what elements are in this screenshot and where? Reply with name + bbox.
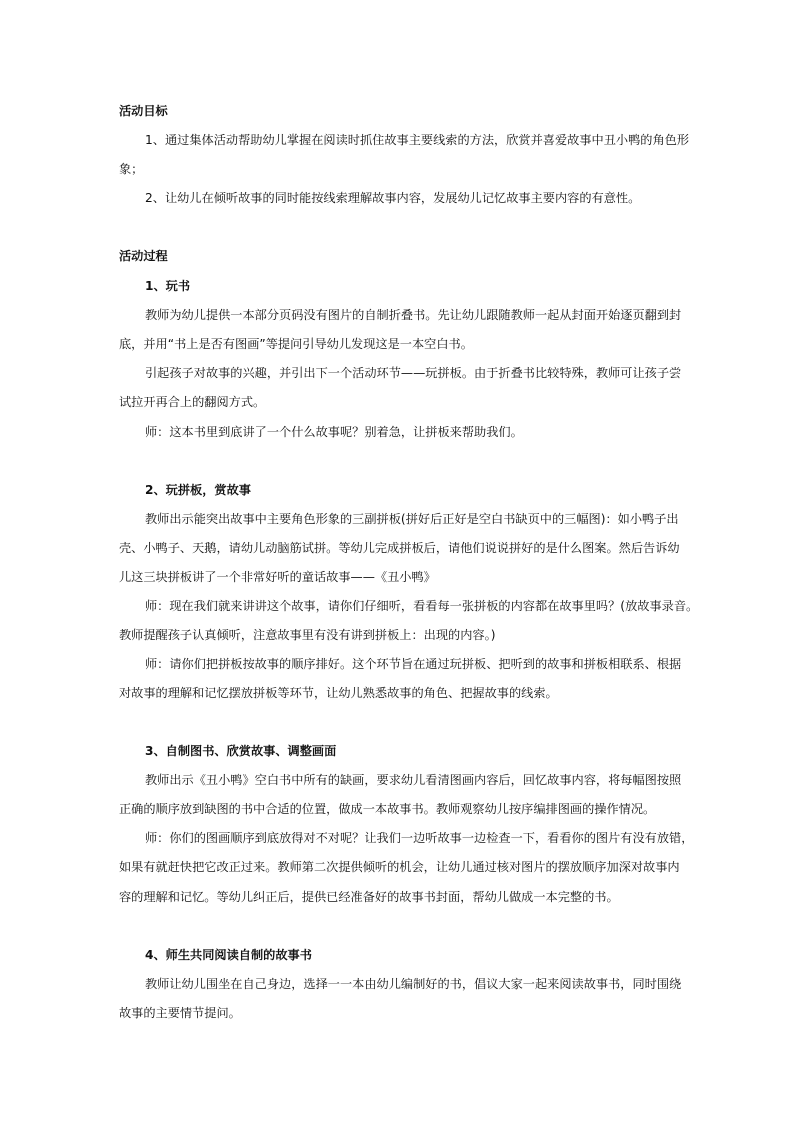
section-4-p1-line-2: 故事的主要情节提问。	[119, 1006, 241, 1020]
section-3-p2-line-3: 容的理解和记忆。等幼儿纠正后，提供已经准备好的故事书封面，帮幼儿做成一本完整的书。	[119, 890, 619, 904]
section-4-p1-line-1: 教师让幼儿围坐在自己身边，选择一一本由幼儿编制好的书，倡议大家一起来阅读故事书，同时围绕	[145, 977, 682, 991]
goal-1-line-2: 象；	[119, 162, 144, 176]
section-1-p2-line-2: 试拉开再合上的翻阅方式。	[119, 395, 266, 409]
process-heading: 活动过程	[119, 249, 168, 263]
goal-2: 2、让幼儿在倾听故事的同时能按线索理解故事内容，发展幼儿记忆故事主要内容的有意性。	[145, 191, 641, 205]
section-2-p3-line-1: 师：请你们把拼板按故事的顺序排好。这个环节旨在通过玩拼板、把听到的故事和拼板相联系、根据	[145, 657, 682, 671]
section-1-p3: 师：这本书里到底讲了一个什么故事呢？别着急，让拼板来帮助我们。	[145, 425, 523, 439]
section-2-p3-line-2: 对故事的理解和记忆摆放拼板等环节，让幼儿熟悉故事的角色、把握故事的线索。	[119, 686, 558, 700]
goal-1-line-1: 1、通过集体活动帮助幼儿掌握在阅读时抓住故事主要线索的方法，欣赏并喜爱故事中丑小鸭的角色形	[145, 133, 690, 147]
section-2-p2-line-1: 师：现在我们就来讲讲这个故事，请你们仔细听，看看每一张拼板的内容都在故事里吗？(放故事录音。	[145, 599, 699, 613]
section-1-p1-line-1: 教师为幼儿提供一本部分页码没有图片的自制折叠书。先让幼儿跟随教师一起从封面开始逐页翻到封	[145, 308, 682, 322]
section-3-p2-line-2: 如果有就赶快把它改正过来。教师第二次提供倾听的机会，让幼儿通过核对图片的摆放顺序加深对故事内	[119, 860, 680, 874]
section-3-p1-line-1: 教师出示《丑小鸭》空白书中所有的缺画，要求幼儿看清图画内容后，回忆故事内容，将每幅图按照	[145, 773, 682, 787]
section-2-p1-line-2: 壳、小鸭子、天鹅，请幼儿动脑筋试拼。等幼儿完成拼板后，请他们说说拼好的是什么图案。然后告诉幼	[119, 541, 680, 555]
section-3-p1-line-2: 正确的顺序放到缺图的书中合适的位置，做成一本故事书。教师观察幼儿按序编排图画的操作情况。	[119, 802, 656, 816]
section-2-p1-line-1: 教师出示能突出故事中主要角色形象的三副拼板(拼好后正好是空白书缺页中的三幅图)：如小鸭子出	[145, 512, 679, 526]
section-2-title: 2、玩拼板，赏故事	[145, 483, 251, 497]
section-1-p2-line-1: 引起孩子对故事的兴趣，并引出下一个活动环节——玩拼板。由于折叠书比较特殊，教师可让孩子尝	[145, 366, 682, 380]
section-1-title: 1、玩书	[145, 279, 191, 293]
section-3-title: 3、自制图书、欣赏故事、调整画面	[145, 744, 337, 758]
section-2-p2-line-2: 教师提醒孩子认真倾听，注意故事里有没有讲到拼板上：出现的内容。)	[119, 628, 496, 642]
section-3-p2-line-1: 师：你们的图画顺序到底放得对不对呢？让我们一边听故事一边检查一下，看看你的图片有没有放错，	[145, 831, 694, 845]
goals-heading: 活动目标	[119, 104, 168, 118]
section-2-p1-line-3: 儿这三块拼板讲了一个非常好听的童话故事——《丑小鸭》	[119, 570, 436, 584]
section-1-p1-line-2: 底，并用“书上是否有图画”等提问引导幼儿发现这是一本空白书。	[119, 337, 473, 351]
section-4-title: 4、师生共同阅读自制的故事书	[145, 948, 312, 962]
